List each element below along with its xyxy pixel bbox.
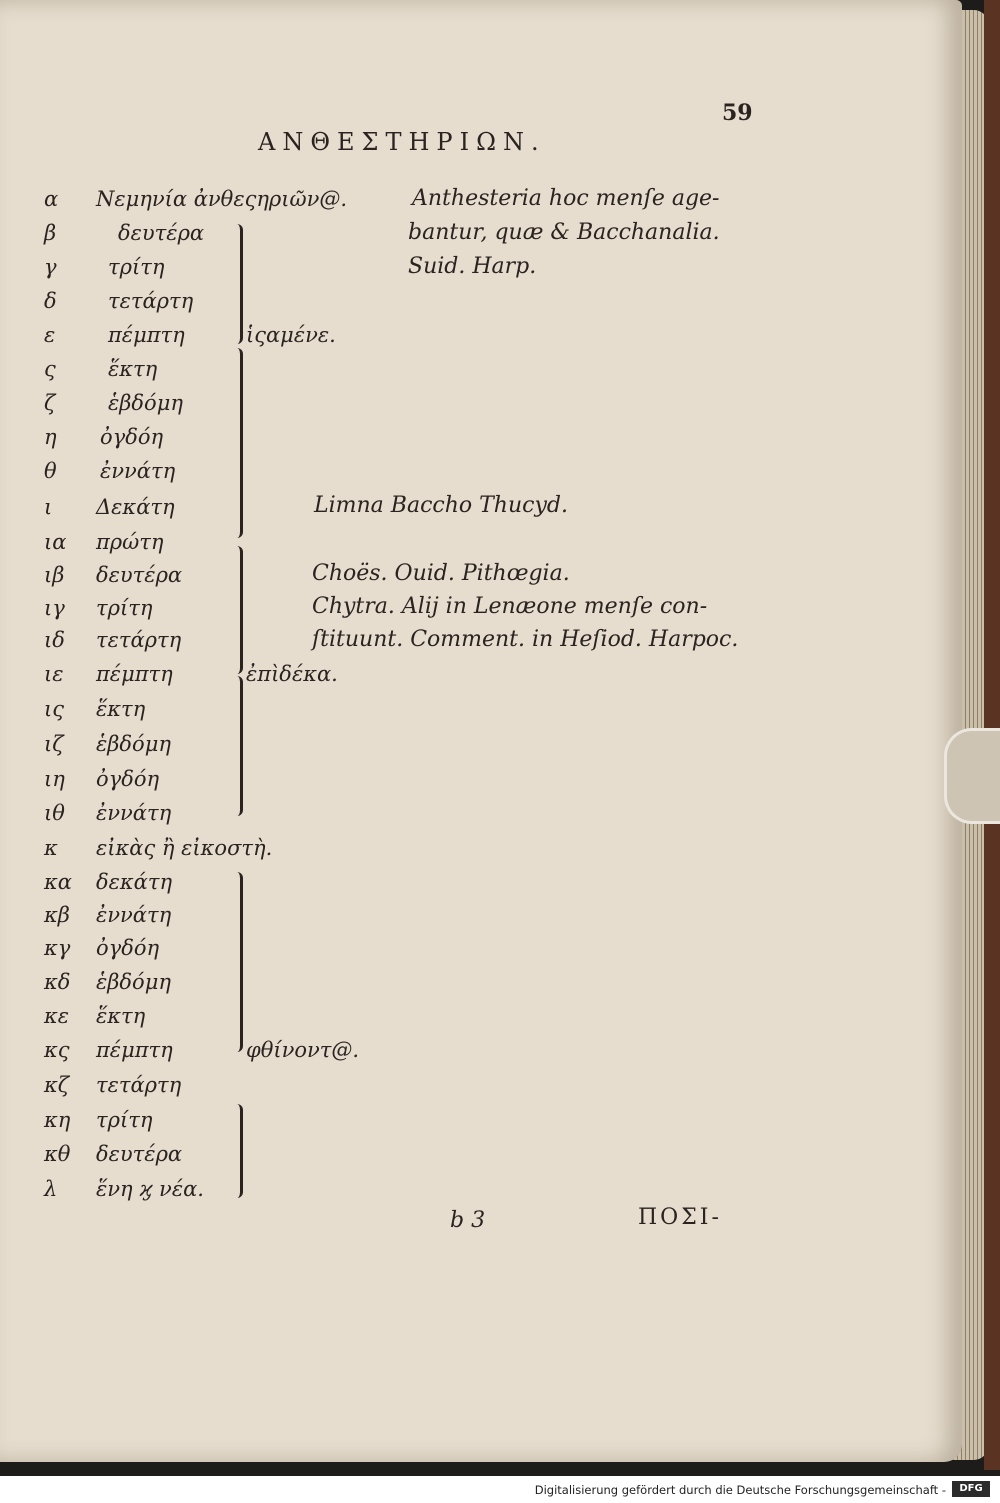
day-name: δευτέρα	[96, 563, 183, 587]
day-name: τρίτη	[96, 1108, 153, 1132]
day-number: γ	[44, 255, 57, 279]
day-name: ἑβδόμη	[96, 732, 171, 756]
bracket-first-decade-upper	[232, 224, 243, 344]
note-anthesteria-line: Suid. Harp.	[408, 254, 537, 279]
day-number: η	[44, 425, 57, 449]
credit-text: Digitalisierung gefördert durch die Deutsche Forschungsgemeinschaft -	[534, 1483, 946, 1497]
bracket-first-decade-lower	[232, 348, 243, 538]
day-number: θ	[44, 459, 57, 483]
note-anthesteria-line: bantur, quæ & Bacchanalia.	[408, 220, 720, 245]
note-choes-line: ſtituunt. Comment. in Heſiod. Harpoc.	[312, 627, 739, 652]
bracket-third-decade-lower	[232, 1104, 243, 1198]
day-number: κβ	[44, 903, 70, 927]
day-number: ιγ	[44, 596, 65, 620]
day-number: κα	[44, 870, 72, 894]
day-name: ἕκτη	[96, 1004, 146, 1028]
note-choes-line: Choës. Ouid. Pithœgia.	[312, 561, 570, 586]
signature-mark: b 3	[450, 1208, 486, 1233]
day-number: ιθ	[44, 801, 65, 825]
page-title: ΑΝΘΕΣΤΗΡΙΩΝ.	[258, 128, 546, 156]
day-name: τετάρτη	[108, 289, 194, 313]
day-number: ια	[44, 530, 67, 554]
day-name: ἐννάτη	[96, 801, 172, 825]
day-name: ἐννάτη	[100, 459, 176, 483]
note-anthesteria-line: Anthesteria hoc menſe age-	[412, 186, 720, 211]
day-name: τρίτη	[96, 596, 153, 620]
day-number: ς	[44, 357, 56, 381]
day-number: δ	[44, 289, 57, 313]
folio-number: 59	[722, 100, 753, 126]
day-name: Δεκάτη	[96, 495, 175, 519]
day-number: ιη	[44, 767, 65, 791]
day-number: κ	[44, 836, 58, 860]
day-name: Νεμηνία ἀνθεςηριῶν@.	[96, 187, 348, 211]
note-limna: Limna Baccho Thucyd.	[314, 493, 568, 518]
day-number: β	[44, 221, 57, 245]
page-clasp	[944, 728, 1000, 824]
day-name: εἰκὰς ἢ εἰκοστὴ.	[96, 836, 273, 860]
day-number: ιβ	[44, 563, 65, 587]
day-name: ὀγδόη	[96, 767, 160, 791]
day-name: τετάρτη	[96, 628, 182, 652]
day-number: α	[44, 187, 59, 211]
credit-bar	[0, 1476, 1000, 1503]
day-number: κδ	[44, 970, 71, 994]
day-name: ἕνη ϗ νέα.	[96, 1177, 204, 1201]
day-number: κγ	[44, 936, 71, 960]
bracket-third-decade-upper	[232, 872, 243, 1052]
day-name: πέμπτη	[96, 1038, 173, 1062]
day-name: δευτέρα	[96, 1142, 183, 1166]
bracket-label-third: φθίνοντ@.	[246, 1038, 360, 1062]
day-number: κε	[44, 1004, 70, 1028]
day-number: ιδ	[44, 628, 65, 652]
day-name: δευτέρα	[118, 221, 205, 245]
day-number: ις	[44, 697, 64, 721]
day-name: ἕκτη	[108, 357, 158, 381]
day-name: ἐννάτη	[96, 903, 172, 927]
day-number: ι	[44, 495, 53, 519]
day-name: ὀγδόη	[100, 425, 164, 449]
day-number: ε	[44, 323, 56, 347]
bracket-second-decade-lower	[232, 676, 243, 816]
day-name: πέμπτη	[108, 323, 185, 347]
bracket-label-first: ἱςαμένε.	[246, 323, 336, 347]
day-number: κζ	[44, 1073, 70, 1097]
day-number: κη	[44, 1108, 71, 1132]
note-choes-line: Chytra. Alij in Lenæone menſe con-	[312, 594, 708, 619]
day-name: ἑβδόμη	[96, 970, 171, 994]
day-name: πρώτη	[96, 530, 164, 554]
day-number: ζ	[44, 391, 56, 415]
day-name: τρίτη	[108, 255, 165, 279]
day-number: λ	[44, 1177, 58, 1201]
day-number: κθ	[44, 1142, 71, 1166]
day-name: πέμπτη	[96, 662, 173, 686]
day-number: ιε	[44, 662, 64, 686]
day-name: τετάρτη	[96, 1073, 182, 1097]
day-name: δεκάτη	[96, 870, 173, 894]
dfg-logo: DFG	[952, 1481, 990, 1497]
catchword: ΠΟΣΙ-	[638, 1205, 722, 1230]
day-name: ἕκτη	[96, 697, 146, 721]
day-number: κς	[44, 1038, 70, 1062]
day-name: ὀγδόη	[96, 936, 160, 960]
day-name: ἑβδόμη	[108, 391, 183, 415]
day-number: ιζ	[44, 732, 64, 756]
bracket-second-decade-upper	[232, 546, 243, 674]
bracket-label-second: ἐπὶδέκα.	[246, 662, 338, 686]
